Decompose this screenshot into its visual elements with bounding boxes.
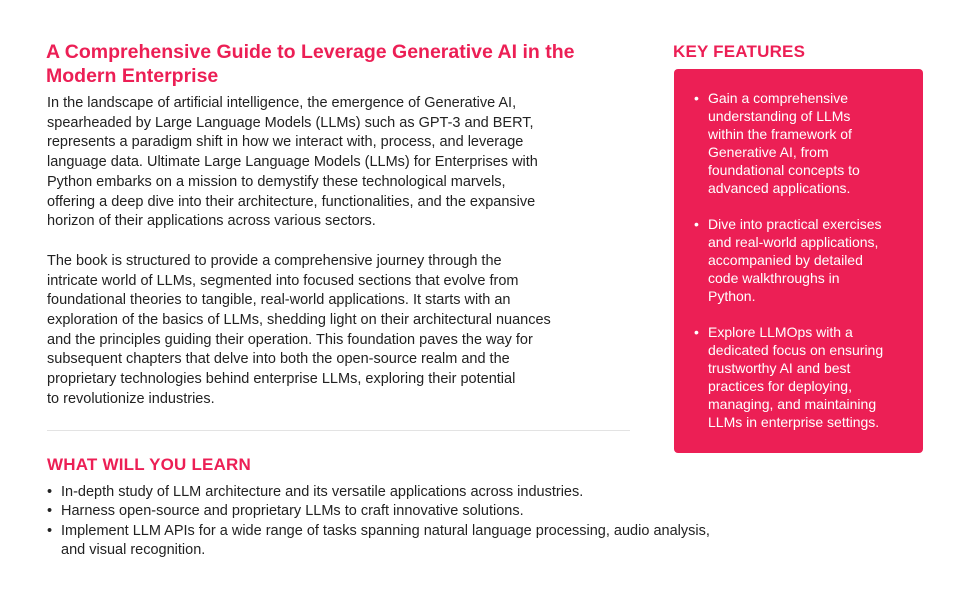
main-column bbox=[46, 40, 710, 561]
key-features-list bbox=[674, 69, 923, 453]
key-features-column bbox=[673, 42, 923, 453]
list-item: • Explore LLMOps with a dedicated focus on ensuring trustworthy AI and best practices for deploying, managing, and maintaining LLMs in enterprise settings. bbox=[708, 323, 915, 431]
structure-paragraph: The book is structured to provide a comprehensive journey through the intricate world of LLMs, segmented into focused sections that evolve from foundational theories to tangible, real-world applications. It starts with an exploration of the basics of LLMs, shedding light on their architectural nuances and the principles guiding their operation. This foundation paves the way for subsequent chapters that delve into both the open-source realm and the proprietary technologies behind enterprise LLMs, exploring their potential to revolutionize industries. bbox=[47, 252, 551, 407]
list-item: • Dive into practical exercises and real-world applications, accompanied by detailed code walkthroughs in Python. bbox=[708, 215, 915, 305]
intro-paragraph: In the landscape of artificial intelligence, the emergence of Generative AI, spearheaded by Large Language Models (LLMs) such as GPT-3 and BERT, represents a paradigm shift in how we interact with, process, and leverage language data. Ultimate Large Language Models (LLMs) for Enterprises with Python embarks on a mission to demystify these technological marvels, offering a deep dive into their architecture, functionalities, and the expansive horizon of their applications across various sectors. bbox=[47, 95, 538, 230]
learn-list bbox=[47, 483, 927, 561]
page-title: A Comprehensive Guide to Leverage Generative AI in the Modern Enterprise bbox=[46, 41, 575, 87]
list-item: • Gain a comprehensive understanding of LLMs within the framework of Generative AI, from foundational concepts to advanced applications. bbox=[708, 89, 915, 197]
list-item: • Implement LLM APIs for a wide range of tasks spanning natural language processing, audio analysis, and visual recognition. bbox=[47, 522, 927, 561]
list-item: • Harness open-source and proprietary LLMs to craft innovative solutions. bbox=[47, 502, 927, 522]
list-item: • In-depth study of LLM architecture and its versatile applications across industries. bbox=[47, 483, 927, 503]
divider bbox=[47, 430, 630, 431]
key-features-card bbox=[674, 69, 923, 453]
key-features-heading: KEY FEATURES bbox=[673, 42, 806, 61]
learn-heading: WHAT WILL YOU LEARN bbox=[47, 454, 252, 474]
